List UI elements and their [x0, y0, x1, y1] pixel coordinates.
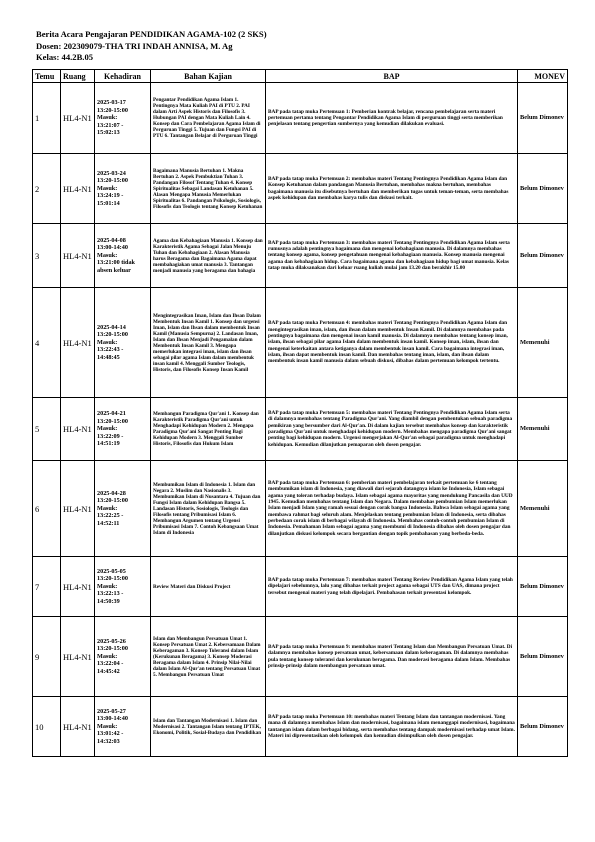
row-monev-status: Belum Dimonev — [518, 617, 568, 697]
table-row — [33, 154, 568, 224]
row-bap: BAP pada tatap muka Pertemuan 1: Pemberian kontrak belajar, rencana pembelajaran serta materi pertemuan pertama tentang Pengantar Pendidikan Agama Islam di perguruan tinggi serta memberikan penjelasan tentang pengertian sumbernya yang kemudian dilakukan evaluasi. — [266, 83, 518, 154]
row-bap: BAP pada tatap muka Pertemuan 10: membahas materi Tentang Islam dan tantangan modernisasi. Yang mana di dalamnya membahas Islam dan modernisasi, bagaimana islam menanggapi modernisasi, bagaimana tantangan islam dalam berbagai bidang, serta membahas tentang dampak modernisasi terhadap umat Islam. Materi ini dipresentasikan oleh kelompok dan kemudian disimpulkan oleh dosen pengajar. — [266, 697, 518, 757]
attendance-label: Masuk: — [97, 184, 118, 192]
row-attendance — [95, 83, 151, 154]
attendance-schedule: 13:20-15:00 — [97, 575, 128, 583]
row-monev-status: Belum Dimonev — [518, 83, 568, 154]
row-number: 1 — [33, 83, 61, 154]
row-room: HL4-N1 — [61, 288, 95, 398]
table-row — [33, 461, 568, 557]
row-monev-status: Belum Dimonev — [518, 697, 568, 757]
row-bap: BAP pada tatap muka Pertemuan 5: membahas materi Tentang Pentingnya Pendidikan Agama Islam serta di dalamnya membahas tentang Paradigma Qur'ani. Yang diambil dengan pembentukan sebuah paradigma pemikiran yang bersumber dari Al-Qur'an. Di dalam kajian tersebut membahas konsep dan karakteristik paradigma Qur'ani untuk menghadapi kehidupan modern. Membahas mengapa paradigma Qur'ani sangat penting bagi kehidupan modern. Urgensi mengerjakan Al-Qur'an sebagai paradigma untuk menghadapi kehidupan. Kemudian dilanjutkan pemaparan oleh dosen pengajar. — [266, 398, 518, 461]
row-topic: Membangun Paradigma Qur'ani 1. Konsep dan Karakteristik Paradigma Qur'ani untuk Menghadapi Kehidupan Modern 2. Mengapa Paradigma Qur'ani Sangat Penting Bagi Kehidupan Modern 3. Menggali Sumber Historis, Filosofis dan Hukum Islam — [151, 398, 266, 461]
attendance-out: 14:52:11 — [97, 519, 120, 527]
table-row — [33, 697, 568, 757]
attendance-schedule: 13:20-15:00 — [97, 331, 128, 339]
attendance-in: 13:22:43 - — [97, 346, 124, 354]
attendance-date: 2025-03-17 — [97, 99, 126, 107]
row-attendance — [95, 697, 151, 757]
col-header-monev: MONEV — [518, 70, 568, 83]
row-monev-status: Belum Dimonev — [518, 557, 568, 617]
attendance-out: 14:45:42 — [97, 667, 120, 675]
attendance-schedule: 13:20-15:00 — [97, 497, 128, 505]
attendance-label: Masuk: — [97, 582, 118, 590]
row-topic: Review Materi dan Diskusi Project — [151, 557, 266, 617]
row-number: 10 — [33, 697, 61, 757]
attendance-schedule: 13:20-15:00 — [97, 177, 128, 185]
attendance-schedule: 13:00-14:40 — [97, 715, 128, 723]
attendance-schedule: 13:20-15:00 — [97, 645, 128, 653]
attendance-label: Masuk: — [97, 251, 118, 259]
table-row — [33, 224, 568, 288]
attendance-label: Masuk: — [97, 425, 118, 433]
row-topic: Mengintegrasikan Iman, Islam dan Ihsan Dalam Membentuk Insan Kamil 1. Konsep dan urgensi Iman, Islam dan Ihsan dalam membentuk Insan Kamil (Manusia Sempurna) 2. Landasan Iman, Islam dan Ihsan Menjadi Pengamalan dalam Membentuk Insan Kamil 3. Mengapa memerlukan integrasi iman, islam dan ihsan sebagai pilar agama Islam dalam membentuk insan kamil 4. Menggali Sumber Teologis, Historis, dan Filosofis Konsep Insan Kamil — [151, 288, 266, 398]
row-monev-status: Memenuhi — [518, 288, 568, 398]
row-topic: Agama dan Kebahagiaan Manusia 1. Konsep dan Karakteristik Agama Sebagai Jalan Menuju Tuhan dan Kebahagiaan 2. Alasan Manusia harus Beragama dan Bagaimana Agama dapat membahagiakan umat manusia 3. Tantangan menjadi manusia yang beragama dan bahagia — [151, 224, 266, 288]
row-number: 4 — [33, 288, 61, 398]
row-attendance — [95, 461, 151, 557]
attendance-in: 13:21:00 tidak — [97, 259, 135, 267]
attendance-out: 14:50:39 — [97, 597, 120, 605]
attendance-in: 13:22:25 - — [97, 512, 124, 520]
row-number: 5 — [33, 398, 61, 461]
attendance-date: 2025-04-14 — [97, 323, 126, 331]
attendance-label: Masuk: — [97, 504, 118, 512]
table-row — [33, 288, 568, 398]
row-number: 7 — [33, 557, 61, 617]
row-attendance — [95, 398, 151, 461]
table-row — [33, 617, 568, 697]
attendance-label: Masuk: — [97, 652, 118, 660]
row-room: HL4-N1 — [61, 83, 95, 154]
attendance-in: 13:21:07 - — [97, 121, 124, 129]
row-number: 6 — [33, 461, 61, 557]
attendance-date: 2025-05-27 — [97, 707, 126, 715]
attendance-out: 14:48:45 — [97, 353, 120, 361]
row-bap: BAP pada tatap muka Pertemuan 4: membahas materi Tentang Pentingnya Pendidikan Agama Islam dan mengintegrasikan iman, islam, dan ihsan dalam membentuk Insan Kamil. Di dalamnya membahas pada pentingnya bagaimana dan mengenai insan kamil manusia. Di dalamnya membahas tentang konsep iman, islam, ihsan sebagai pilar agama Islam dalam membentuk insan kamil. Konsep iman, islam, ihsan dan mengenai keterkaitan antara ketiganya dalam membentuk insan kamil. Cara bagaimana integrasi iman, islam, ihsan dapat membentuk insan kamil. Dan membahas tentang iman, islam, dan ihsan dalam membentuk insan kamil manusia dalam sebuah diskusi, dibahas dalam pertemuan kelompok tertentu. — [266, 288, 518, 398]
col-header-kehadiran: Kehadiran — [95, 70, 151, 83]
attendance-date: 2025-03-24 — [97, 169, 126, 177]
attendance-date: 2025-04-28 — [97, 489, 126, 497]
row-bap: BAP pada tatap muka Pertemuan 6: pemberian materi pembelajaran terkait pertemuan ke 6 tentang membumikan islam di Indonesia, yang diawali dari sejarah datangnya islam ke Indonesia, Islam sebagai agama yang toleran terhadap budaya. Islam sebagai agama mayoritas yang mendukung Pancasila dan UUD 1945. Kemudian membahas tentang Islam dan Negara. Dalam membahas pembumian Islam memerlukan Islam menjadi Islam yang ramah sesuai dengan corak bangsa Indonesia. Bahwa Islam sebagai agama yang membawa rahmat bagi seluruh alam. Menjelaskan tentang pembumian Islam di Indonesia, serta dibahas perbedaan corak islam di berbagai wilayah di Indonesia. Membahas contoh-contoh pembumian Islam di Indonesia. Pemahaman Islam sebagai agama yang membumi di Indonesia dibahas oleh dosen pengajar dan dilanjutkan diskusi kelompok secara bergantian dengan topik pembahasan yang berbeda-beda. — [266, 461, 518, 557]
row-monev-status: Memenuhi — [518, 461, 568, 557]
row-attendance — [95, 617, 151, 697]
row-attendance — [95, 224, 151, 288]
attendance-out: 14:51:19 — [97, 440, 120, 448]
attendance-in: 13:24:19 - — [97, 192, 124, 200]
row-monev-status: Belum Dimonev — [518, 154, 568, 224]
row-topic: Pengantar Pendidikan Agama Islam 1. Pentingnya Mata Kuliah PAI di PTU 2. PAI dalam Arti Aspek Historis dan Filosofis 3. Hubungan PAI dengan Mata Kuliah Lain 4. Konsep dan Cara Pembelajaran Agama Islam di Perguruan Tinggi 5. Tujuan dan Fungsi PAI di PTU 6. Tantangan Belajar di Perguruan Tinggi — [151, 83, 266, 154]
attendance-schedule: 13:20-15:00 — [97, 417, 128, 425]
attendance-date: 2025-04-21 — [97, 410, 126, 418]
class-line: Kelas: 44.2B.05 — [36, 52, 94, 62]
report-title: Berita Acara Pengajaran PENDIDIKAN AGAMA-102 (2 SKS) — [36, 29, 267, 39]
row-room: HL4-N1 — [61, 461, 95, 557]
row-topic: Membumikan Islam di Indonesia 1. Islam dan Negara 2. Muslim dan Nasionalis 3. Membumikan Islam di Nusantara 4. Tujuan dan Fungsi Islam dalam Kehidupan Bangsa 5. Landasan Historis, Sosiologis, Teologis dan Filosofis tentang Pribumisasi Islam 6. Membangun Argumen tentang Urgensi Pribumisasi Islam 7. Contoh Kebangsaan Umat Islam di Indonesia — [151, 461, 266, 557]
table-header-row — [33, 70, 568, 83]
attendance-date: 2025-05-05 — [97, 567, 126, 575]
row-topic: Bagaimana Manusia Bertuhan 1. Makna Bertuhan 2. Aspek Pembuktian Tuhan 3. Pandangan Filosof Tentang Tuhan 4. Konsep Spiritualitas Sebagai Landasan Ketuhanan 5. Alasan Mengapa Manusia Memerlukan Spiritualitas 6. Pandangan Psikologis, Sosiologis, Filosofis dan Teologis tentang Konsep Ketuhanan — [151, 154, 266, 224]
row-room: HL4-N1 — [61, 617, 95, 697]
bap-table — [32, 69, 568, 757]
col-header-ruang: Ruang — [61, 70, 95, 83]
row-bap: BAP pada tatap muka Pertemuan 9: membahas materi Tentang Islam dan Membangun Persatuan Umat. Di dalamnya membahas konsep persatuan umat, kebersamaan dalam keberagaman. Di dalamnya membahas pula tentang konsep toleransi dan kerukunan beragama. Dan moderasi beragama dalam Islam. Membahas prinsip-prinsip dalam membangun persatuan umat. — [266, 617, 518, 697]
col-header-temu: Temu — [33, 70, 61, 83]
attendance-in: 13:22:04 - — [97, 660, 124, 668]
row-room: HL4-N1 — [61, 697, 95, 757]
attendance-date: 2025-04-08 — [97, 236, 126, 244]
row-room: HL4-N1 — [61, 224, 95, 288]
row-topic: Islam dan Tantangan Modernisasi 1. Islam dan Modernisasi 2. Tantangan Islam tentang IPTEK, Ekonomi, Politik, Sosial-Budaya dan Pendidikan — [151, 697, 266, 757]
table-row — [33, 398, 568, 461]
attendance-in: 13:01:42 - — [97, 730, 124, 738]
row-bap: BAP pada tatap muka Pertemuan 7: membahas materi Tentang Review Pendidikan Agama Islam yang telah dipelajari sebelumnya, lalu yang dibahas terkait project agama sebagai UTS dan UAS, dimana project tersebut mengenai materi yang telah dipelajari. Pembahasan terkait presentasi kelompok. — [266, 557, 518, 617]
row-attendance — [95, 154, 151, 224]
attendance-label: Masuk: — [97, 338, 118, 346]
attendance-label: Masuk: — [97, 722, 118, 730]
attendance-schedule: 13:20-15:00 — [97, 106, 128, 114]
row-number: 9 — [33, 617, 61, 697]
row-room: HL4-N1 — [61, 557, 95, 617]
row-bap: BAP pada tatap muka Pertemuan 2: membahas materi Tentang Pentingnya Pendidikan Agama Islam dan Konsep Ketuhanan dalam pandangan Manusia Bertuhan, membahas makna bertuhan, membahas bagaimana manusia itu disebutnya bertuhan dan memberikan tugas untuk teman-teman, serta membahas aspek kehidupan dan membahas karya tulis dan diskusi terkait. — [266, 154, 518, 224]
attendance-date: 2025-05-26 — [97, 637, 126, 645]
attendance-out: 15:01:14 — [97, 199, 120, 207]
row-monev-status: Memenuhi — [518, 398, 568, 461]
attendance-label: Masuk: — [97, 114, 118, 122]
row-attendance — [95, 288, 151, 398]
attendance-in: 13:22:09 - — [97, 432, 124, 440]
col-header-bap: BAP — [266, 70, 518, 83]
attendance-out: 15:02:13 — [97, 129, 120, 137]
row-number: 2 — [33, 154, 61, 224]
lecturer-line: Dosen: 202309079-THA TRI INDAH ANNISA, M. Ag — [36, 40, 233, 51]
attendance-schedule: 13:00-14:40 — [97, 244, 128, 252]
attendance-out: 14:32:03 — [97, 737, 120, 745]
table-row — [33, 83, 568, 154]
row-attendance — [95, 557, 151, 617]
col-header-bahan-kajian: Bahan Kajian — [151, 70, 266, 83]
row-room: HL4-N1 — [61, 398, 95, 461]
row-topic: Islam dan Membangun Persatuan Umat 1. Konsep Persatuan Umat 2. Kebersamaan Dalam Keberagaman 3. Konsep Toleransi dalam Islam (Kerukunan Beragama) 3. Konsep Moderasi Beragama dalam Islam 4. Prinsip Nilai-Nilai dalam Islam Al-Qur'an tentang Persatuan Umat 5. Membangun Persatuan Umat — [151, 617, 266, 697]
attendance-in: 13:22:13 - — [97, 590, 124, 598]
row-number: 3 — [33, 224, 61, 288]
document-header — [36, 29, 566, 64]
attendance-out: absen keluar — [97, 266, 131, 274]
row-room: HL4-N1 — [61, 154, 95, 224]
table-row — [33, 557, 568, 617]
row-bap: BAP pada tatap muka Pertemuan 3: membahas materi Tentang Pentingnya Pendidikan Agama Islam serta rumusnya adalah pentingnya bagaimana dan mengenai kebahagiaan manusia. Di dalamnya membahas tentang konsep agama, konsep pengetahuan mengenai kebahagiaan manusia. Konsep manusia mengenai agama dan kebahagiaan hidup. Cara bagaimana agama dan kebahagiaan hidup bagi umat manusia. Kelas tatap muka dilaksanakan dari keluar ruang kuliah mulai jam 13.20 dan berakhir 15.00 — [266, 224, 518, 288]
row-monev-status: Belum Dimonev — [518, 224, 568, 288]
